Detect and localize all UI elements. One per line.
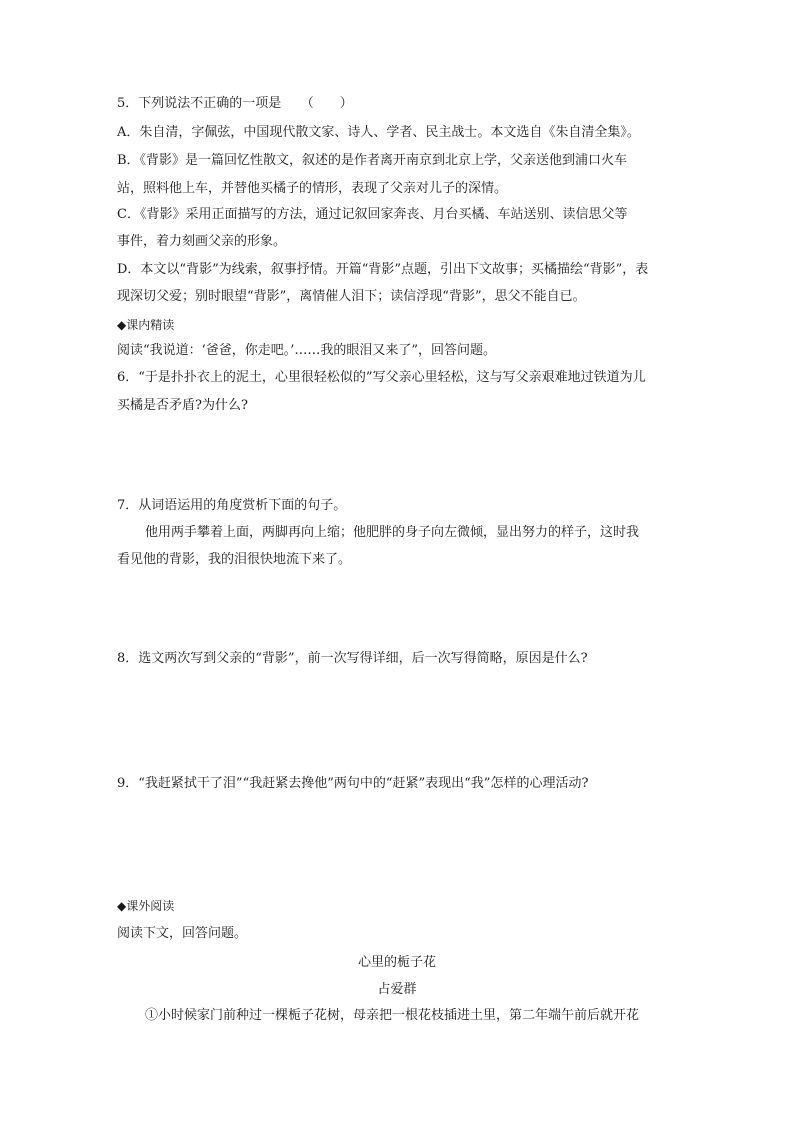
q5-option-d-line1: D．本文以“背影”为线索，叙事抒情。开篇“背影”点题，引出下文故事；买橘描绘“背影”，表 bbox=[117, 262, 649, 277]
q5-option-c-line1: C．《背影》采用正面描写的方法，通过记叙回家奔丧、月台买橘、车站送别、读信思父等 bbox=[117, 207, 628, 222]
q6-line2: 买橘是否矛盾?为什么? bbox=[117, 398, 248, 413]
q5-option-b-line2: 站，照料他上车，并替他买橘子的情形，表现了父亲对儿子的深情。 bbox=[117, 181, 508, 196]
section-in-class-reading-title: ◆课内精读 bbox=[117, 318, 175, 332]
q7-passage-line2: 看见他的背影，我的泪很快地流下来了。 bbox=[117, 552, 352, 567]
q6-line1: 6．“于是扑扑衣上的泥土，心里很轻松似的”写父亲心里轻松，这与写父亲艰难地过铁道为儿 bbox=[117, 370, 646, 385]
q5-option-a: A．朱自清，字佩弦，中国现代散文家、诗人、学者、民主战士。本文选自《朱自清全集》。 bbox=[117, 125, 640, 140]
section-extracurricular-reading-intro: 阅读下文，回答问题。 bbox=[117, 926, 248, 941]
q5-stem: 5．下列说法不正确的一项是 （ ） bbox=[117, 96, 353, 111]
q7-passage-line1: 他用两手攀着上面，两脚再向上缩；他肥胖的身子向左微倾，显出努力的样子，这时我 bbox=[145, 525, 640, 540]
section-in-class-reading-intro: 阅读“我说道：‘爸爸，你走吧。’……我的眼泪又来了”，回答问题。 bbox=[117, 343, 497, 358]
q5-option-b-line1: B．《背影》是一篇回忆性散文，叙述的是作者离开南京到北京上学，父亲送他到浦口火车 bbox=[117, 153, 628, 168]
article-title: 心里的栀子花 bbox=[357, 955, 436, 970]
q8-stem: 8．选文两次写到父亲的“背影”，前一次写得详细，后一次写得简略，原因是什么? bbox=[117, 651, 588, 666]
q5-option-d-line2: 现深切父爱；别时眼望“背影”，离情催人泪下；读信浮现“背影”，思父不能自已。 bbox=[117, 289, 586, 304]
article-author: 占爱群 bbox=[377, 982, 417, 997]
q5-option-c-line2: 事件，着力刻画父亲的形象。 bbox=[117, 234, 287, 249]
section-extracurricular-reading-title: ◆课外阅读 bbox=[117, 899, 175, 913]
q9-stem: 9．“我赶紧拭干了泪”“我赶紧去搀他”两句中的“赶紧”表现出“我”怎样的心理活动? bbox=[117, 776, 589, 791]
q7-stem: 7．从词语运用的角度赏析下面的句子。 bbox=[117, 498, 347, 513]
article-paragraph-1: ①小时候家门前种过一棵栀子花树，母亲把一根花枝插进土里，第二年端午前后就开花 bbox=[145, 1008, 640, 1023]
